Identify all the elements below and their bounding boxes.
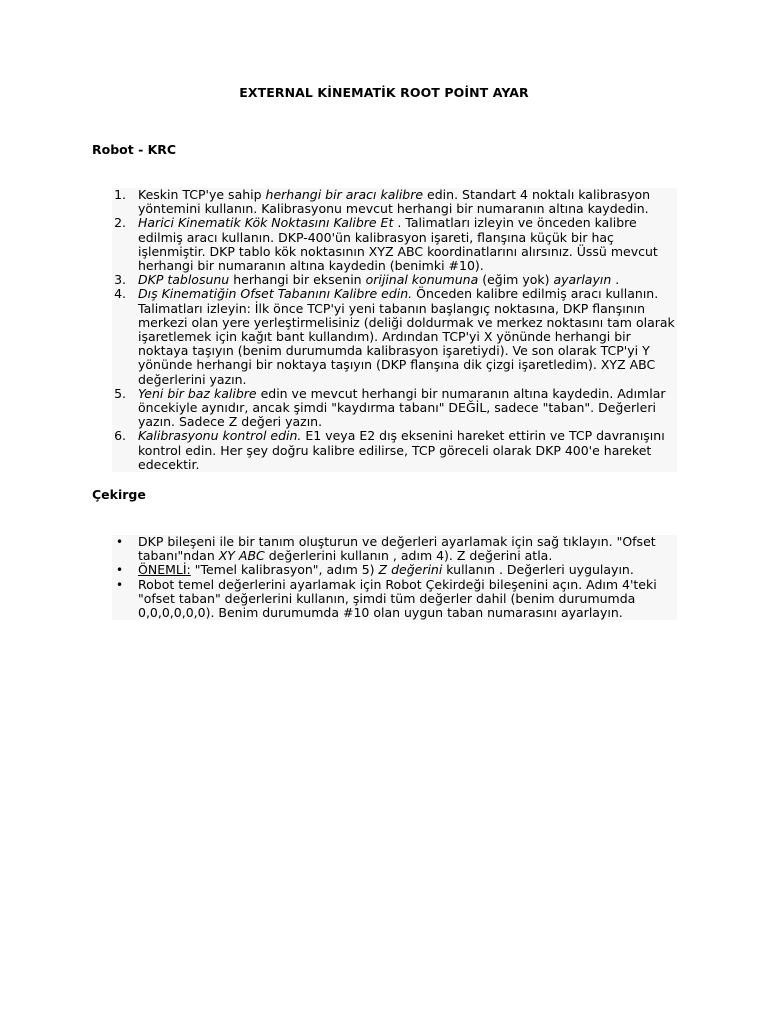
section-heading-cekirge: Çekirge bbox=[92, 487, 146, 502]
bullet-icon: • bbox=[116, 577, 124, 592]
list-text: Dış Kinematiğin Ofset Tabanını Kalibre edin. Önceden kalibre edilmiş aracı kullanın. Talimatları izleyin: İlk önce TCP'yi yeni tabanın başlangıç noktasına, DKP flanşının merkezi olan yere yerleştirmelisiniz (deliği doldurmak ve merkez noktasını tam olarak işaretlemek için kağıt bant kullandım). Ardından TCP'yi X yönünde herhangi bir noktaya taşıyın (benim durumumda kalibrasyon işaretiydi). Ve son olarak TCP'yi Y yönünde herhangi bir noktaya taşıyın (DKP flanşına dik çizgi işaretledim). XYZ ABC değerlerini yazın. bbox=[138, 286, 675, 387]
cekirge-bullet-list bbox=[112, 535, 677, 620]
list-text: ÖNEMLİ: "Temel kalibrasyon", adım 5) Z değerini kullanın . Değerleri uygulayın. bbox=[138, 562, 634, 578]
bullet-icon: • bbox=[116, 563, 124, 578]
krc-steps-list bbox=[112, 188, 677, 472]
list-text: Yeni bir baz kalibre edin ve mevcut herhangi bir numaranın altına kaydedin. Adımlar öncekiyle aynıdır, ancak şimdi "kaydırma tabanı" DEĞİL, sadece "taban". Değerleri yazın. Sadece Z değeri yazın. bbox=[138, 385, 666, 430]
list-text: DKP bileşeni ile bir tanım oluşturun ve değerleri ayarlamak için sağ tıklayın. "Ofset tabanı"ndan XY ABC değerlerini kullanın , adım 4). Z değerini atla. bbox=[138, 534, 656, 564]
list-text: Keskin TCP'ye sahip herhangi bir aracı kalibre edin. Standart 4 noktalı kalibrasyon yöntemini kullanın. Kalibrasyonu mevcut herhangi bir numaranın altına kaydedin. bbox=[138, 187, 651, 217]
bullet-icon: • bbox=[116, 535, 124, 549]
page-title: EXTERNAL KİNEMATİK ROOT POİNT AYAR bbox=[239, 85, 529, 100]
list-text: Robot temel değerlerini ayarlamak için Robot Çekirdeği bileşenini açın. Adım 4'teki "ofset taban" değerlerini kullanın, şimdi tüm değerler dahil (benim durumumda 0,0,0,0,0,0). Benim durumumda #10 olan uygun taban numarasını ayarlayın. bbox=[138, 576, 657, 621]
section-heading-robot-krc: Robot - KRC bbox=[92, 142, 177, 157]
list-text: Harici Kinematik Kök Noktasını Kalibre Et . Talimatları izleyin ve önceden kalibre edilmiş aracı kullanın. DKP-400'ün kalibrasyon işareti, flanşına küçük bir haç işlenmiştir. DKP tablo kök noktasının XYZ ABC koordinatlarını alırsınız. Üssü mevcut herhangi bir numaranın altına kaydedin (benimki #10). bbox=[138, 215, 658, 274]
list-item bbox=[112, 429, 677, 472]
list-number: 5. bbox=[114, 385, 126, 401]
list-number: 4. bbox=[114, 286, 126, 302]
list-number: 6. bbox=[114, 428, 126, 444]
list-number: 2. bbox=[114, 215, 126, 231]
list-text: Kalibrasyonu kontrol edin. E1 veya E2 dış eksenini hareket ettirin ve TCP davranışını kontrol edin. Her şey doğru kalibre edilirse, TCP göreceli olarak DKP 400'e hareket edecektir. bbox=[138, 428, 665, 472]
list-item bbox=[112, 387, 677, 430]
list-item bbox=[112, 578, 677, 621]
list-item bbox=[112, 535, 677, 563]
list-item bbox=[112, 188, 677, 216]
list-number: 3. bbox=[114, 272, 126, 288]
list-text: DKP tablosunu herhangi bir eksenin orijinal konumuna (eğim yok) ayarlayın . bbox=[138, 272, 620, 288]
list-item bbox=[112, 287, 677, 386]
list-number: 1. bbox=[114, 187, 126, 202]
list-item bbox=[112, 563, 677, 577]
list-item bbox=[112, 216, 677, 273]
